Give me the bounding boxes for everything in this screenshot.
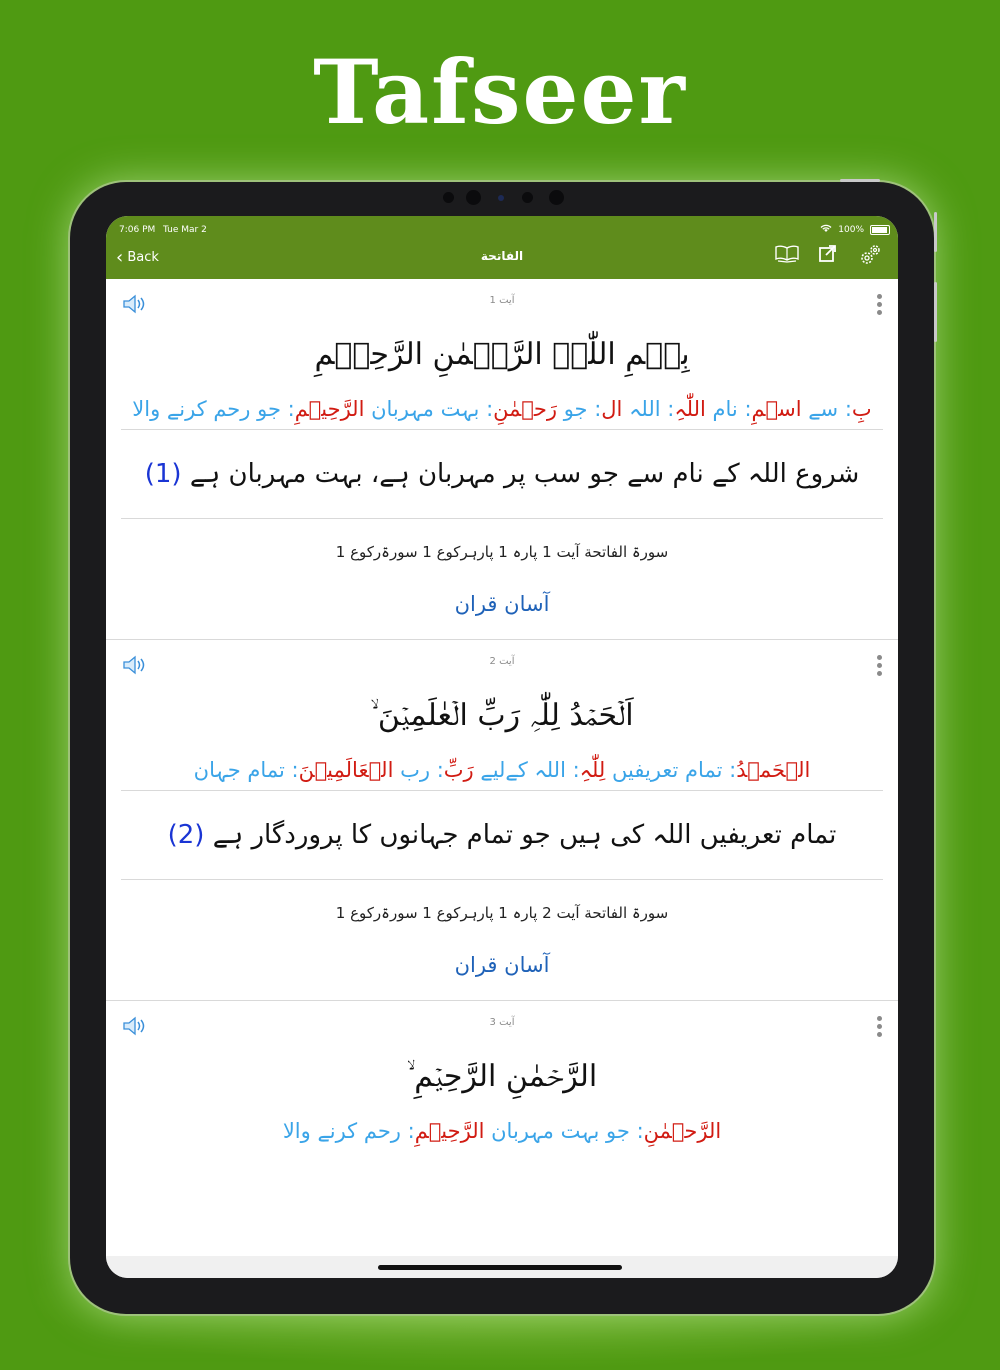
word-meaning: اللہ کےلیے (480, 758, 566, 782)
word-by-word-translation: الرَّحۡمٰنِ: جو بہت مہربان الرَّحِيۡمِ: رحم کرنے والا (282, 1119, 722, 1143)
promo-headline: Tafseer (313, 40, 687, 144)
word-meaning: جو بہت مہربان (491, 1119, 630, 1143)
word-arabic: اسۡمِ (751, 397, 802, 421)
verse-reference: سورۃ الفاتحة آیت 1 پارہ 1 پارہرکوع 1 سورۃرکوع 1 (335, 543, 669, 561)
word-meaning: اللہ (629, 397, 661, 421)
camera-dot (443, 192, 454, 203)
translation-text: تمام تعریفیں اللہ کی ہیں جو تمام جہانوں کا پروردگار ہے (212, 820, 837, 850)
ayah-number: آیت 3 (489, 1017, 515, 1028)
word-meaning: تمام جہان (193, 758, 285, 782)
app-screen (106, 216, 898, 1278)
word-arabic: لِلّٰہِ (579, 758, 606, 782)
word-arabic: رَبِّ (443, 758, 474, 782)
camera-dot (522, 192, 533, 203)
status-date: Tue Mar 2 (163, 225, 207, 235)
word-by-word-translation: الۡحَمۡدُ: تمام تعریفیں لِلّٰہِ: اللہ کےلیے رَبِّ: رب الۡعَالَمِيۡنَ: تمام جہان (193, 758, 811, 782)
speaker-icon[interactable] (121, 655, 151, 677)
wifi-icon (820, 224, 832, 236)
tablet-top-button (840, 179, 880, 182)
page-title: الفاتحة (480, 249, 524, 263)
word-meaning: جو (563, 397, 588, 421)
word-meaning: سے (808, 397, 839, 421)
urdu-translation (106, 791, 898, 879)
status-time: 7:06 PM (119, 225, 156, 235)
word-meaning: جو رحم کرنے والا (132, 397, 281, 421)
battery-icon (870, 225, 890, 235)
home-indicator[interactable] (378, 1265, 622, 1270)
word-arabic: الرَّحِیۡمِ (294, 397, 365, 421)
back-button-label: Back (127, 250, 159, 265)
word-arabic: ال (601, 397, 623, 421)
word-arabic: بِ (851, 397, 872, 421)
verse-number-marker: (2) (167, 820, 205, 850)
verse-reference: سورۃ الفاتحة آیت 2 پارہ 1 پارہرکوع 1 سورۃرکوع 1 (335, 904, 669, 922)
ayah-card (106, 640, 898, 1001)
tafseer-link[interactable]: آسان قران (454, 953, 550, 977)
speaker-icon[interactable] (121, 294, 151, 316)
navigation-bar (106, 216, 898, 279)
verse-number-marker: (1) (144, 459, 182, 489)
word-meaning: تمام تعریفیں (612, 758, 723, 782)
settings-gear-icon[interactable] (858, 243, 882, 272)
word-arabic: اللّٰہِ (674, 397, 706, 421)
arabic-verse: الرَّحۡمٰنِ الرَّحِیۡمِ ۙ (406, 1059, 598, 1094)
more-options-icon[interactable] (877, 655, 883, 679)
arabic-verse: بِسۡمِ اللّٰہِ الرَّحۡمٰنِ الرَّحِیۡمِ (314, 337, 690, 372)
more-options-icon[interactable] (877, 294, 883, 318)
ayah-number: آیت 1 (489, 295, 515, 306)
word-arabic: الرَّحِيۡمِ (414, 1119, 485, 1143)
arabic-verse: اَلۡحَمۡدُ لِلّٰہِ رَبِّ الۡعٰلَمِیۡنَ ۙ (370, 698, 634, 733)
more-options-icon[interactable] (877, 1016, 883, 1040)
translation-text: شروع اللہ کے نام سے جو سب پر مہربان ہے، بہت مہربان ہے (189, 459, 860, 489)
word-meaning: رب (400, 758, 431, 782)
camera-lens (549, 190, 564, 205)
ayah-card (106, 279, 898, 640)
quran-book-icon[interactable] (774, 243, 800, 268)
urdu-translation (106, 430, 898, 518)
tablet-side-button (934, 212, 937, 252)
tablet-frame (70, 182, 934, 1314)
word-by-word-translation: بِ: سے اسۡمِ: نام اللّٰہِ: اللہ ال: جو رَحۡمٰنِ: بہت مہربان الرَّحِیۡمِ: جو رحم کرنے والا (132, 397, 872, 421)
tablet-side-button (934, 282, 937, 342)
ayah-number: آیت 2 (489, 656, 515, 667)
word-meaning: نام (712, 397, 738, 421)
word-arabic: الۡعَالَمِيۡنَ (298, 758, 394, 782)
share-icon[interactable] (818, 243, 838, 268)
word-arabic: الرَّحۡمٰنِ (643, 1119, 722, 1143)
word-arabic: الۡحَمۡدُ (736, 758, 811, 782)
ayah-card (106, 1001, 898, 1151)
tafseer-link[interactable]: آسان قران (454, 592, 550, 616)
word-arabic: رَحۡمٰنِ (493, 397, 557, 421)
word-meaning: رحم کرنے والا (282, 1119, 401, 1143)
chevron-left-icon: ‹ (116, 247, 124, 268)
word-meaning: بہت مہربان (371, 397, 480, 421)
speaker-icon[interactable] (121, 1016, 151, 1038)
ayah-list[interactable] (106, 279, 898, 1254)
camera-sensor (498, 195, 504, 201)
camera-lens (466, 190, 481, 205)
battery-percentage: 100% (838, 225, 864, 235)
